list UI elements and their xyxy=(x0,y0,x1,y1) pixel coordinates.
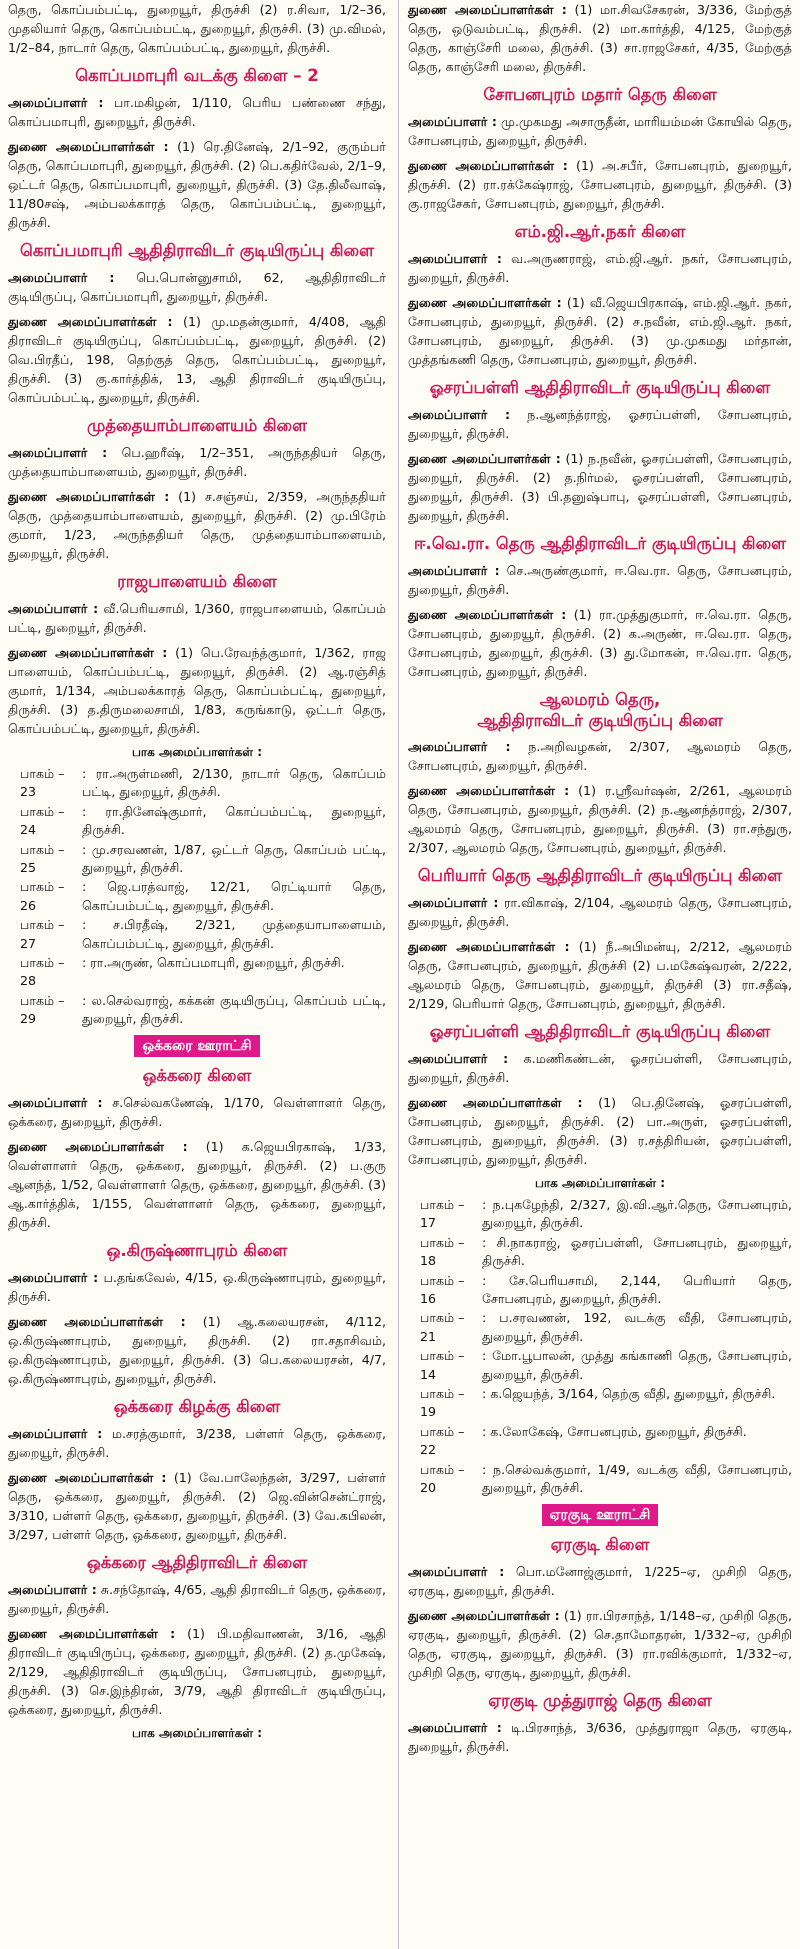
entry-paragraph xyxy=(408,1718,792,1756)
entry-paragraph xyxy=(408,781,792,857)
part-row xyxy=(8,841,386,878)
section-title: சோபனபுரம் மதார் தெரு கிளை xyxy=(483,85,717,104)
entry-label: அமைப்பாளர் : xyxy=(408,114,497,129)
part-text: : ந.புகழேந்தி, 2/327, இ.வி.ஆர்.தெரு, சோபனபுரம், துறையூர், திருச்சி. xyxy=(482,1197,792,1231)
section-title: கொப்பமாபுரி வடக்கு கிளை – 2 xyxy=(75,66,319,85)
entry-paragraph xyxy=(8,1624,386,1719)
part-text: : மோ.பூபாலன், முத்து கங்காணி தெரு, சோபனபுரம், துறையூர், திருச்சி. xyxy=(482,1348,792,1382)
entry-text: ந.அறிவழகன், 2/307, ஆலமரம் தெரு, சோபனபுரம், துறையூர், திருச்சி. xyxy=(408,739,792,773)
entry-paragraph xyxy=(8,1312,386,1388)
entry-text: டி.பிரசாந்த், 3/636, முத்துராஜா தெரு, ஏரகுடி, துறையூர், திருச்சி. xyxy=(408,1719,792,1754)
entry-label: துணை அமைப்பாளர்கள் : xyxy=(8,1625,176,1641)
entry-text: பெ.பொன்னுசாமி, 62, ஆதிதிராவிடர் குடியிருப்பு, கொப்பமாபுரி, துறையூர், திருச்சி. xyxy=(8,270,386,304)
section-title: எம்.ஜி.ஆர்.நகர் கிளை xyxy=(514,222,686,241)
part-number: பாகம் – 24 xyxy=(20,803,65,838)
entry-paragraph xyxy=(8,1093,386,1131)
entry-paragraph xyxy=(8,137,386,232)
part-row xyxy=(408,1272,792,1309)
entry-paragraph xyxy=(8,1580,386,1618)
entry-label: அமைப்பாளர் : xyxy=(8,1269,99,1285)
section-title: ராஜபாளையம் கிளை xyxy=(117,572,277,591)
entry-label: துணை அமைப்பாளர்கள் : xyxy=(8,1138,188,1154)
entry-text: (1) ச.சஞ்சய், 2/359, அருந்ததியர் தெரு, முத்தையாம்பாளையம், துறையூர், திருச்சி. (2) மு.பிரேம் குமார், 1/23, அருந்ததியர் தெரு, முத்தையாம்பாளையம், துறையூர், திருச்சி. xyxy=(8,489,386,561)
entry-label: துணை அமைப்பாளர்கள் : xyxy=(408,1607,560,1623)
part-number: பாகம் – 23 xyxy=(20,766,65,800)
entry-text: மு.முகமது அசாருதீன், மாரியம்மன் கோயில் தெரு, சோபனபுரம், துறையூர், திருச்சி. xyxy=(408,114,792,148)
section-title: ஓசரப்பள்ளி ஆதிதிராவிடர் குடியிருப்பு கிளை xyxy=(429,1022,771,1041)
part-row xyxy=(408,1196,792,1233)
entry-label: துணை அமைப்பாளர்கள் : xyxy=(8,1469,167,1485)
section-title: ஏரகுடி கிளை xyxy=(550,1534,650,1554)
entry-paragraph xyxy=(8,443,386,481)
entry-paragraph xyxy=(408,1049,792,1087)
part-number: பாகம் – 14 xyxy=(420,1348,465,1382)
part-number: பாகம் – 17 xyxy=(420,1197,465,1231)
part-text: : ரா.தினேஷ்குமார், கொப்பம்பட்டி, துறையூர், திருச்சி. xyxy=(82,803,386,838)
panchayat-label: ஏரகுடி ஊராட்சி xyxy=(542,1504,659,1526)
section-title: கொப்பமாபுரி ஆதிதிராவிடர் குடியிருப்பு கிளை xyxy=(20,241,374,260)
entry-text: ப.தங்கவேல், 4/15, ஒ.கிருஷ்ணாபுரம், துறையூர், திருச்சி. xyxy=(8,1269,386,1304)
entry-label: துணை அமைப்பாளர்கள் : xyxy=(8,139,169,154)
entry-text: (1) பி.மதிவாணன், 3/16, ஆதி திராவிடர் குடியிருப்பு, ஒக்கரை, துறையூர், திருச்சி. (2) த.முகேஷ், 2/129, ஆதிதிராவிடர் குடியிருப்பு, சோபனபுரம், துறையூர், திருச்சி. (3) செ.இந்திரன், 3/79, ஆதி திராவிடர் குடியிருப்பு, ஒக்கரை, துறையூர், திருச்சி. xyxy=(8,1625,386,1717)
entry-paragraph xyxy=(408,405,792,443)
entry-label: அமைப்பாளர் : xyxy=(8,1581,97,1597)
entry-paragraph xyxy=(8,1424,386,1462)
entry-text: (1) அ.சபீர், சோபனபுரம், துறையூர், திருச்சி. (2) ரா.ரக்கேஷ்ராஜ், சோபனபுரம், துறையூர், திருச்சி. (3) கு.ராஜசேகர், சோபனபுரம், துறையூர், திருச்சி. xyxy=(408,158,792,211)
entry-label: அமைப்பாளர் : xyxy=(8,1425,103,1441)
parts-header: பாக அமைப்பாளர்கள் : xyxy=(131,1725,263,1740)
part-row xyxy=(408,1234,792,1271)
entry-paragraph xyxy=(408,1093,792,1169)
entry-paragraph xyxy=(408,156,792,213)
section-title: ஒக்கரை கிழக்கு கிளை xyxy=(113,1396,281,1416)
part-text: : சி.நாகராஜ், ஓசரப்பள்ளி, சோபனபுரம், துறையூர், திருச்சி. xyxy=(482,1234,792,1269)
part-text: : மு.சரவணன், 1/87, ஒட்டர் தெரு, கொப்பம் பட்டி, துறையூர், திருச்சி. xyxy=(82,841,386,876)
entry-text: (1) ரெ.தினேஷ், 2/1–92, குரும்பர் தெரு, கொப்பமாபுரி, துறையூர், திருச்சி. (2) பெ.கதிர்வேல், 2/1–9, ஒட்டர் தெரு, கொப்பமாபுரி, துறையூர், திருச்சி. (3) தே.திலீவாஷ், 11/80சஷ், அம்பலக்காரத் தெரு, கொப்பம்பட்டி, துறையூர், திருச்சி. xyxy=(8,139,387,230)
part-text: : க.ஜெயந்த், 3/164, தெற்கு வீதி, துறையூர், திருச்சி. xyxy=(482,1386,776,1402)
part-row xyxy=(8,878,386,915)
entry-paragraph xyxy=(8,487,386,563)
right-column xyxy=(402,0,800,1949)
entry-text: (1) நீ.அபிமன்யு, 2/212, ஆலமரம் தெரு, சோபனபுரம், துறையூர், திருச்சி (2) ப.மகேஷ்வரன், 2/222, ஆலமரம் தெரு, சோபனபுரம், துறையூர், திருச்சி (3) ரா.சதீஷ், 2/129, பெரியார் தெரு, சோபனபுரம், துறையூர், திருச்சி. xyxy=(408,939,792,1011)
section-title: ஆலமரம் தெரு, ஆதிதிராவிடர் குடியிருப்பு கிளை xyxy=(477,690,723,730)
entry-paragraph xyxy=(408,0,792,76)
intro-paragraph: தெரு, கொப்பம்பட்டி, துறையூர், திருச்சி (2) ர.சிவா, 1/2–36, முதலியார் தெரு, கொப்பம்பட்டி, துறையூர், திருச்சி. (3) மு.விமல், 1/2–84, நாடார் தெரு, கொப்பம்பட்டி, துறையூர், திருச்சி. xyxy=(8,2,386,55)
entry-label: துணை அமைப்பாளர்கள் : xyxy=(8,1313,186,1329)
entry-text: சு.சந்தோஷ், 4/65, ஆதி திராவிடர் தெரு, ஒக்கரை, துறையூர், திருச்சி. xyxy=(8,1581,387,1616)
entry-label: துணை அமைப்பாளர்கள் : xyxy=(408,158,568,173)
entry-paragraph xyxy=(408,112,792,150)
entry-label: அமைப்பாளர் : xyxy=(8,95,104,110)
part-row xyxy=(8,803,386,840)
entry-text: ரா.விகாஷ், 2/104, ஆலமரம் தெரு, சோபனபுரம், துறையூர், திருச்சி. xyxy=(408,895,793,929)
entry-label: துணை அமைப்பாளர்கள் : xyxy=(408,2,567,17)
part-number: பாகம் – 22 xyxy=(420,1423,465,1458)
entry-paragraph xyxy=(408,937,792,1013)
column-divider xyxy=(398,0,399,1949)
entry-text: (1) வே.பாலேந்தன், 3/297, பள்ளர் தெரு, ஒக்கரை, துறையூர், திருச்சி. (2) ஜெ.வின்சென்ட்ராஜ், 3/310, பள்ளர் தெரு, ஒக்கரை, துறையூர், திருச்சி. (3) வே.கபிலன், 3/297, பள்ளர் தெரு, ஒக்கரை, துறையூர், திருச்சி. xyxy=(8,1469,387,1542)
entry-text: க.மணிகண்டன், ஓசரப்பள்ளி, சோபனபுரம், துறையூர், திருச்சி. xyxy=(408,1051,793,1085)
entry-paragraph xyxy=(8,1137,386,1232)
entry-text: (1) பெ.தினேஷ், ஓசரப்பள்ளி, சோபனபுரம், துறையூர், திருச்சி. (2) பா.அருள், ஓசரப்பள்ளி, சோபனபுரம், துறையூர், திருச்சி. (3) ர.சத்திரியன், ஓசரப்பள்ளி, சோபனபுரம், துறையூர், திருச்சி. xyxy=(408,1095,793,1167)
entry-text: ந.ஆனந்த்ராஜ், ஓசரப்பள்ளி, சோபனபுரம், துறையூர், திருச்சி. xyxy=(408,407,792,441)
part-number: பாகம் – 18 xyxy=(420,1234,465,1269)
part-text: : ந.செல்வக்குமார், 1/49, வடக்கு வீதி, சோபனபுரம், துறையூர், திருச்சி. xyxy=(482,1461,792,1496)
entry-label: அமைப்பாளர் : xyxy=(408,895,499,910)
entry-label: அமைப்பாளர் : xyxy=(408,1719,502,1735)
section-title: பெரியார் தெரு ஆதிதிராவிடர் குடியிருப்பு கிளை xyxy=(417,866,783,885)
part-number: பாகம் – 21 xyxy=(420,1310,465,1344)
entry-text: (1) மு.மதன்குமார், 4/408, ஆதி திராவிடர் குடியிருப்பு, கொப்பம்பட்டி, துறையூர், திருச்சி. (2) வெ.பிரதீப், 198, தெற்குத் தெரு, கொப்பம்பட்டி, துறையூர், திருச்சி. (3) கு.கார்த்திக், 13, ஆதி திராவிடர் குடியிருப்பு, கொப்பம்பட்டி, துறையூர், திருச்சி. xyxy=(8,314,386,405)
entry-paragraph xyxy=(408,293,792,369)
entry-label: அமைப்பாளர் : xyxy=(8,445,108,460)
part-row xyxy=(8,916,386,953)
entry-label: துணை அமைப்பாளர்கள் : xyxy=(8,645,168,660)
panchayat-banner xyxy=(408,1504,792,1526)
part-row xyxy=(408,1423,792,1460)
part-text: : ச.பிரதீஷ், 2/321, முத்தையாபாளையம், கொப்பம்பட்டி, துறையூர், திருச்சி. xyxy=(82,917,386,951)
entry-label: துணை அமைப்பாளர்கள் : xyxy=(8,489,170,504)
entry-label: துணை அமைப்பாளர்கள் : xyxy=(408,451,561,466)
section-title: ஒ.கிருஷ்ணாபுரம் கிளை xyxy=(106,1240,288,1260)
part-number: பாகம் – 16 xyxy=(420,1272,465,1307)
part-row xyxy=(408,1347,792,1384)
entry-text: (1) வீ.ஜெயபிரகாஷ், எம்.ஜி.ஆர். நகர், சோபனபுரம், துறையூர், திருச்சி. (2) ச.நவீன், எம்.ஜி.ஆர். நகர், சோபனபுரம், துறையூர், திருச்சி. (3) மு.முகமது மர்தான், முத்தங்கணி தெரு, சோபனபுரம், துறையூர், திருச்சி. xyxy=(408,295,793,367)
part-text: : ரா.அருள்மணி, 2/130, நாடார் தெரு, கொப்பம் பட்டி, துறையூர், திருச்சி. xyxy=(82,766,386,800)
part-row xyxy=(8,954,386,991)
part-row xyxy=(8,765,386,802)
entry-text: (1) பெ.ரேவந்த்குமார், 1/362, ராஜ பாளையம், கொப்பம்பட்டி, துறையூர், திருச்சி. (2) ஆ.ரஞ்சித் குமார், 1/134, அம்பலக்காரத் தெரு, கொப்பம்பட்டி, துறையூர், திருச்சி. (3) த.திருமலைசாமி, 1/83, கருங்காடு, ஒட்டர் தெரு, கொப்பம்பட்டி, துறையூர், திருச்சி. xyxy=(8,645,386,736)
section-title: முத்தையாம்பாளையம் கிளை xyxy=(86,416,308,435)
entry-paragraph xyxy=(408,893,792,931)
entry-paragraph xyxy=(8,599,386,637)
entry-label: அமைப்பாளர் : xyxy=(408,739,511,754)
entry-label: துணை அமைப்பாளர்கள் : xyxy=(408,1095,583,1110)
entry-label: அமைப்பாளர் : xyxy=(408,563,500,578)
entry-paragraph xyxy=(8,1468,386,1544)
entry-paragraph xyxy=(8,1268,386,1306)
entry-label: துணை அமைப்பாளர்கள் : xyxy=(408,295,562,310)
part-text: : க.லோகேஷ், சோபனபுரம், துறையூர், திருச்சி. xyxy=(482,1423,747,1439)
entry-text: பொ.மனோஜ்குமார், 1/225–ஏ, முசிறி தெரு, ஏரகுடி, துறையூர், திருச்சி. xyxy=(408,1563,793,1598)
entry-text: (1) ர.ஸ்ரீவர்ஷன், 2/261, ஆலமரம் தெரு, சோபனபுரம், துறையூர், திருச்சி. (2) ந.ஆனந்த்ராஜ், 2/307, ஆலமரம் தெரு, சோபனபுரம், துறையூர், திருச்சி. (3) ரா.சந்துரு, 2/307, ஆலமரம் தெரு, சோபனபுரம், துறையூர், திருச்சி. xyxy=(408,783,793,855)
entry-paragraph xyxy=(408,561,792,599)
entry-text: (1) ஆ.கலையரசன், 4/112, ஒ.கிருஷ்ணாபுரம், துறையூர், திருச்சி. (2) ரா.சதாசிவம், ஒ.கிருஷ்ணாபுரம், துறையூர், திருச்சி. (3) பெ.கலையரசன், 4/7, ஒ.கிருஷ்ணாபுரம், துறையூர், திருச்சி. xyxy=(8,1313,386,1386)
entry-text: (1) மா.சிவசேகரன், 3/336, மேற்குத் தெரு, ஒடுவம்பட்டி, திருச்சி. (2) மா.கார்த்தி, 4/125, மேற்குத் தெரு, காஞ்சேரி மலை, திருச்சி. (3) சா.ராஜசேகர், 4/35, மேற்குத் தெரு, காஞ்சேரி மலை, திருச்சி. xyxy=(408,2,792,74)
part-number: பாகம் – 29 xyxy=(20,992,65,1027)
panchayat-label: ஒக்கரை ஊராட்சி xyxy=(134,1035,259,1057)
part-text: : ரா.அருண், கொப்பமாபுரி, துறையூர், திருச்சி. xyxy=(82,955,345,971)
section-title: ஈ.வெ.ரா. தெரு ஆதிதிராவிடர் குடியிருப்பு கிளை xyxy=(413,534,787,553)
part-number: பாகம் – 25 xyxy=(20,841,65,876)
entry-paragraph xyxy=(8,312,386,407)
entry-label: அமைப்பாளர் : xyxy=(408,1563,505,1579)
entry-label: அமைப்பாளர் : xyxy=(8,270,115,285)
entry-text: ச.செல்வகணேஷ், 1/170, வெள்ளாளர் தெரு, ஒக்கரை, துறையூர், திருச்சி. xyxy=(8,1094,386,1129)
entry-label: அமைப்பாளர் : xyxy=(408,1051,509,1066)
entry-label: துணை அமைப்பாளர்கள் : xyxy=(408,783,570,798)
part-row xyxy=(8,992,386,1029)
entry-label: அமைப்பாளர் : xyxy=(8,601,99,616)
section-title: ஒக்கரை கிளை xyxy=(142,1065,252,1085)
part-text: : ல.செல்வராஜ், கக்கன் குடியிருப்பு, கொப்பம் பட்டி, துறையூர், திருச்சி. xyxy=(82,992,386,1027)
entry-label: துணை அமைப்பாளர்கள் : xyxy=(408,939,570,954)
entry-text: (1) க.ஜெயபிரகாஷ், 1/33, வெள்ளாளர் தெரு, ஒக்கரை, துறையூர், திருச்சி. (2) ப.குரு ஆனந்த், 1/52, வெள்ளாளர் தெரு, ஒக்கரை, துறையூர், திருச்சி. (3) ஆ.கார்த்திக், 1/155, வெள்ளாளர் தெரு, ஒக்கரை, துறையூர், திருச்சி. xyxy=(8,1138,386,1230)
section-title: ஒக்கரை ஆதிதிராவிடர் கிளை xyxy=(86,1552,308,1572)
left-column xyxy=(0,0,392,1949)
part-text: : ப.சரவணன், 192, வடக்கு வீதி, சோபனபுரம், துறையூர், திருச்சி. xyxy=(482,1310,792,1344)
entry-text: பா.மகிழன், 1/110, பெரிய பண்ணை சந்து, கொப்பமாபுரி, துறையூர், திருச்சி. xyxy=(8,95,386,129)
part-number: பாகம் – 27 xyxy=(20,917,65,951)
entry-text: (1) ரா.பிரசாந்த், 1/148–ஏ, முசிறி தெரு, ஏரகுடி, துறையூர், திருச்சி. (2) செ.தாமோதரன், 1/332–ஏ, முசிறி தெரு, ஏரகுடி, துறையூர், திருச்சி. (3) ரா.ரவிக்குமார், 1/332–ஏ, முசிறி தெரு, ஏரகுடி, துறையூர், திருச்சி. xyxy=(408,1607,792,1680)
part-row xyxy=(408,1309,792,1346)
entry-paragraph xyxy=(408,1562,792,1600)
entry-paragraph xyxy=(8,93,386,131)
section-title: ஓசரப்பள்ளி ஆதிதிராவிடர் குடியிருப்பு கிளை xyxy=(429,378,771,397)
entry-paragraph xyxy=(8,268,386,306)
parts-header: பாக அமைப்பாளர்கள் : xyxy=(131,745,263,759)
entry-text: செ.அருண்குமார், ஈ.வெ.ரா. தெரு, சோபனபுரம், துறையூர், திருச்சி. xyxy=(408,563,792,597)
part-number: பாகம் – 28 xyxy=(20,955,65,989)
entry-text: வ.அருணராஜ், எம்.ஜி.ஆர். நகர், சோபனபுரம், துறையூர், திருச்சி. xyxy=(408,251,792,285)
part-row xyxy=(408,1461,792,1498)
part-text: : சே.பெரியசாமி, 2,144, பெரியார் தெரு, சோபனபுரம், துறையூர், திருச்சி. xyxy=(482,1272,792,1307)
entry-label: அமைப்பாளர் : xyxy=(408,407,510,422)
parts-list xyxy=(408,1196,792,1498)
entry-text: வீ.பெரியசாமி, 1/360, ராஜபாளையம், கொப்பம் பட்டி, துறையூர், திருச்சி. xyxy=(8,601,386,635)
part-number: பாகம் – 20 xyxy=(420,1461,465,1496)
entry-paragraph xyxy=(8,643,386,738)
entry-paragraph xyxy=(408,737,792,775)
entry-label: துணை அமைப்பாளர்கள் : xyxy=(408,607,567,622)
part-row xyxy=(408,1385,792,1422)
entry-label: அமைப்பாளர் : xyxy=(8,1094,103,1110)
entry-text: (1) ரா.முத்துகுமார், ஈ.வெ.ரா. தெரு, சோபனபுரம், துறையூர், திருச்சி. (2) க.அருண், ஈ.வெ.ரா. தெரு, சோபனபுரம், துறையூர், திருச்சி. (3) து.மோகன், ஈ.வெ.ரா. தெரு, சோபனபுரம், துறையூர், திருச்சி. xyxy=(408,607,792,679)
entry-paragraph xyxy=(408,1606,792,1682)
panchayat-banner xyxy=(8,1035,386,1057)
entry-label: அமைப்பாளர் : xyxy=(408,251,502,266)
entry-text: (1) ந.நவீன், ஓசரப்பள்ளி, சோபனபுரம், துறையூர், திருச்சி. (2) த.நிர்மல், ஓசரப்பள்ளி, சோபனபுரம், துறையூர், திருச்சி. (3) பி.தனுஷ்பாபு, ஓசரப்பள்ளி, சோபனபுரம், துறையூர், திருச்சி. xyxy=(408,451,793,523)
part-number: பாகம் – 19 xyxy=(420,1386,465,1420)
part-text: : ஜெ.பரத்வாஜ், 12/21, ரெட்டியார் தெரு, கொப்பம்பட்டி, துறையூர், திருச்சி. xyxy=(82,879,386,913)
entry-paragraph xyxy=(408,605,792,681)
entry-label: துணை அமைப்பாளர்கள் : xyxy=(8,314,173,329)
section-title: ஏரகுடி முத்துராஜ் தெரு கிளை xyxy=(488,1690,712,1710)
entry-paragraph xyxy=(408,249,792,287)
parts-header: பாக அமைப்பாளர்கள் : xyxy=(534,1176,666,1190)
entry-paragraph xyxy=(408,449,792,525)
entry-text: ம.சரத்குமார், 3/238, பள்ளர் தெரு, ஒக்கரை, துறையூர், திருச்சி. xyxy=(8,1425,386,1460)
entry-text: பெ.ஹரீஷ், 1/2–351, அருந்ததியர் தெரு, முத்தையாம்பாளையம், துறையூர், திருச்சி. xyxy=(8,445,386,479)
part-number: பாகம் – 26 xyxy=(20,879,65,913)
parts-list xyxy=(8,765,386,1029)
